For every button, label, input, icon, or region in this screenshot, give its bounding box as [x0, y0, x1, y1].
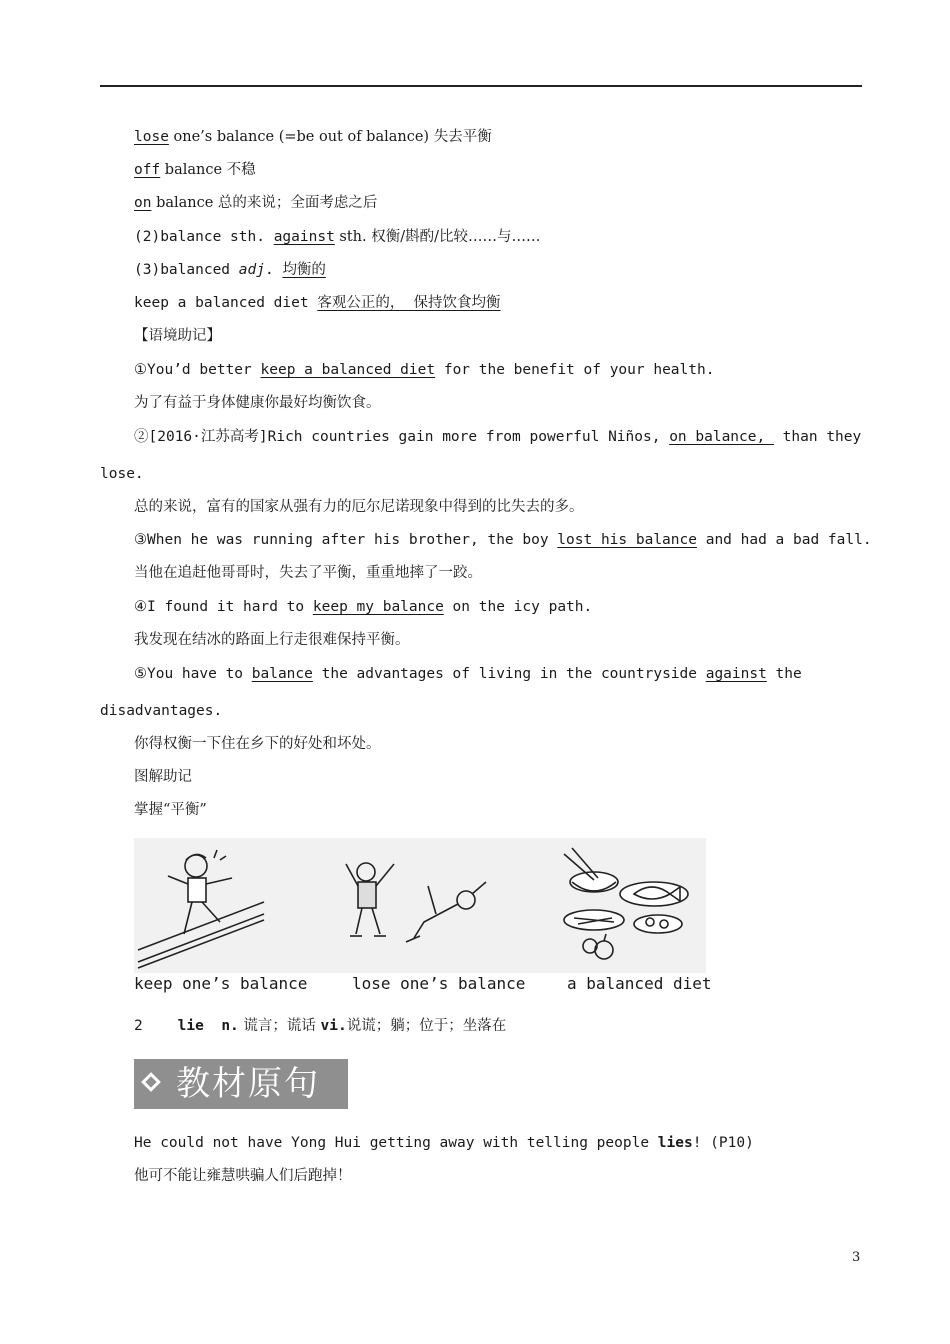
- example-5-en-cont: disadvantages.: [100, 703, 223, 719]
- answer-blank: lose: [134, 129, 169, 145]
- answer-blank: against: [705, 666, 767, 682]
- illustration-strip: [134, 838, 706, 973]
- answer-blank: on balance,: [669, 429, 774, 445]
- example-2-en: ②[2016·江苏高考]Rich countries gain more from powerful Niños, on balance, than they: [134, 429, 862, 445]
- example-5-cn: 你得权衡一下住在乡下的好处和坏处。: [134, 736, 381, 752]
- example-4-en: ④I found it hard to keep my balance on the icy path.: [134, 599, 593, 615]
- caption-lose-balance: lose one’s balance: [352, 974, 526, 993]
- answer-blank: off: [134, 162, 161, 178]
- textbook-sentence-banner: [134, 1059, 348, 1109]
- illustration-subtitle: 掌握“平衡”: [134, 802, 207, 818]
- phrase-balance-against: (2)balance sth. against sth. 权衡/斟酌/比较……与……: [134, 229, 541, 245]
- answer-blank: balance: [251, 666, 313, 682]
- caption-keep-balance: keep one’s balance: [134, 974, 308, 993]
- example-3-en: ③When he was running after his brother, the boy lost his balance and had a bad fall.: [134, 532, 872, 548]
- textbook-sentence-cn: 他可不能让雍慧哄骗人们后跑掉！: [134, 1168, 352, 1184]
- answer-blank: on: [134, 195, 152, 211]
- example-1-en: ①You’d better keep a balanced diet for the benefit of your health.: [134, 362, 715, 378]
- diamond-icon: [141, 1072, 161, 1092]
- top-rule: [100, 85, 862, 87]
- answer-blank: against: [273, 229, 335, 245]
- answer-blank: 均衡的: [282, 262, 326, 278]
- answer-blank: keep a balanced diet: [260, 362, 436, 378]
- headword: lie: [177, 1018, 204, 1034]
- entry-lie: 2 lie n. 谎言；谎话 vi.说谎；躺；位于；坐落在: [134, 1018, 507, 1034]
- example-2-en-cont: lose.: [100, 466, 144, 482]
- phrase-balanced-diet: keep a balanced diet 客观公正的， 保持饮食均衡: [134, 295, 501, 311]
- example-5-en: ⑤You have to balance the advantages of living in the countryside against the: [134, 666, 802, 682]
- phrase-lose-balance: lose one’s balance (=be out of balance) 失去平衡: [134, 129, 492, 145]
- answer-blank: lost his balance: [557, 532, 697, 548]
- phrase-off-balance: off balance 不稳: [134, 162, 256, 178]
- skaters-falling-image: [340, 838, 500, 973]
- balanced-diet-image: [554, 838, 704, 973]
- example-2-cn: 总的来说，富有的国家从强有力的厄尔尼诺现象中得到的比失去的多。: [134, 499, 584, 515]
- example-4-cn: 我发现在结冰的路面上行走很难保持平衡。: [134, 632, 410, 648]
- textbook-sentence-en: He could not have Yong Hui getting away with telling people lies! (P10): [134, 1135, 754, 1151]
- page-number: 3: [852, 1250, 861, 1265]
- caption-balanced-diet: a balanced diet: [567, 974, 712, 993]
- section-heading-illustration: 图解助记: [134, 769, 192, 785]
- example-3-cn: 当他在追赶他哥哥时，失去了平衡，重重地摔了一跤。: [134, 565, 482, 581]
- phrase-on-balance: on balance 总的来说；全面考虑之后: [134, 195, 378, 211]
- answer-blank: 客观公正的， 保持饮食均衡: [317, 295, 501, 311]
- example-1-cn: 为了有益于身体健康你最好均衡饮食。: [134, 395, 381, 411]
- balance-walker-image: [134, 838, 274, 973]
- answer-blank: keep my balance: [312, 599, 444, 615]
- banner-title: 教材原句: [176, 1064, 320, 1104]
- section-heading-context: 【语境助记】: [134, 328, 221, 344]
- phrase-balanced-adj: (3)balanced adj. 均衡的: [134, 262, 326, 278]
